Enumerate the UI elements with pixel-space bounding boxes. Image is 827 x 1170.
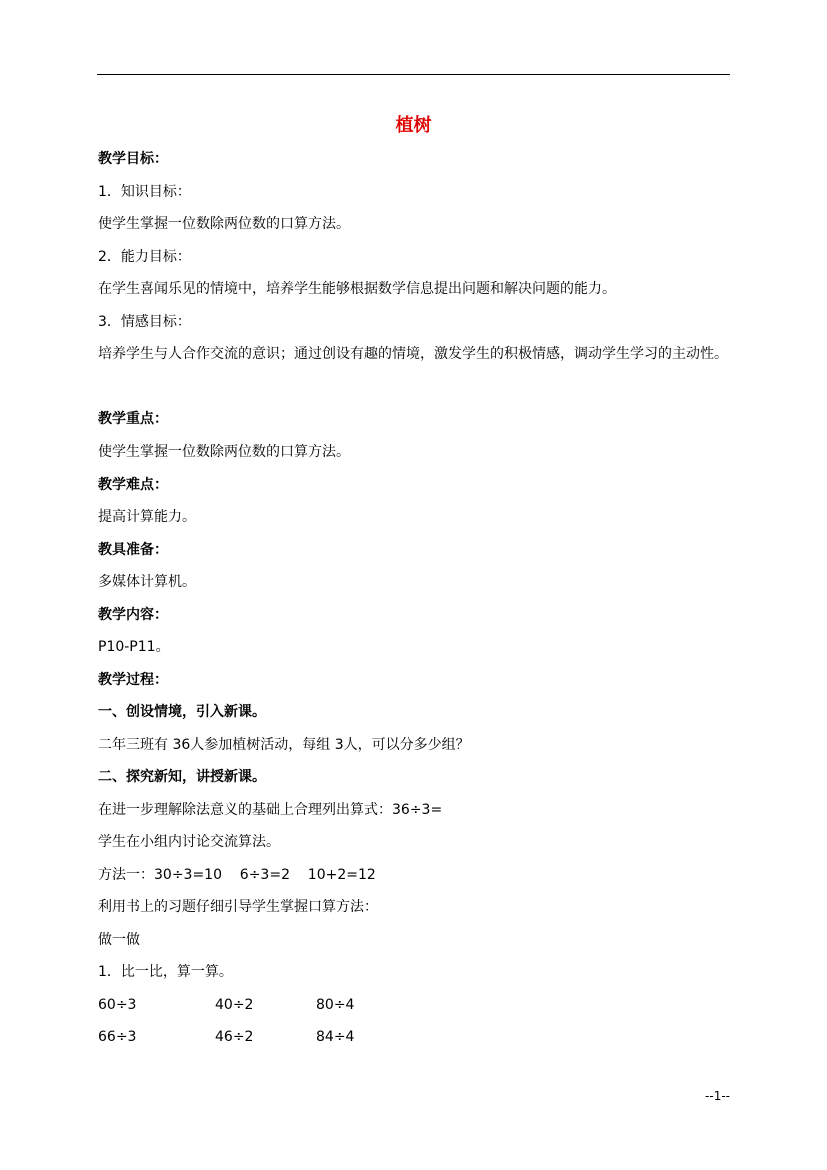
practice-heading: 做一做 <box>98 932 140 948</box>
knowledge-objective-text: 使学生掌握一位数除两位数的口算方法。 <box>98 216 350 232</box>
process-heading: 教学过程： <box>98 672 168 688</box>
exercise-cell: 46÷2 <box>215 1029 254 1045</box>
exercise-cell: 80÷4 <box>316 997 355 1013</box>
exercise-cell: 66÷3 <box>98 1029 137 1045</box>
difficulty-text: 提高计算能力。 <box>98 509 196 525</box>
knowledge-objective-label: 1．知识目标： <box>98 184 191 200</box>
step1-heading: 一、创设情境，引入新课。 <box>98 704 266 720</box>
guide-text: 利用书上的习题仔细引导学生掌握口算方法： <box>98 899 378 915</box>
page-number: --1-- <box>705 1089 730 1103</box>
header-rule <box>97 74 730 75</box>
method-one-text: 方法一：30÷3=10 6÷3=2 10+2=12 <box>98 867 376 883</box>
key-points-text: 使学生掌握一位数除两位数的口算方法。 <box>98 444 350 460</box>
emotion-objective-label: 3．情感目标： <box>98 314 191 330</box>
exercise-label: 1．比一比，算一算。 <box>98 964 233 980</box>
tools-heading: 教具准备： <box>98 542 168 558</box>
tools-text: 多媒体计算机。 <box>98 574 196 590</box>
objectives-heading: 教学目标： <box>98 151 168 167</box>
discuss-text: 学生在小组内讨论交流算法。 <box>98 834 280 850</box>
exercise-cell: 84÷4 <box>316 1029 355 1045</box>
document-title: 植树 <box>395 115 432 136</box>
exercise-cell: 40÷2 <box>215 997 254 1013</box>
emotion-objective-text: 培养学生与人合作交流的意识；通过创设有趣的情境，激发学生的积极情感，调动学生学习的主动性。 <box>98 346 728 362</box>
step2-text: 在进一步理解除法意义的基础上合理列出算式：36÷3= <box>98 802 443 818</box>
content-text: P10-P11。 <box>98 639 170 655</box>
exercise-cell: 60÷3 <box>98 997 137 1013</box>
key-points-heading: 教学重点： <box>98 411 168 427</box>
step2-heading: 二、探究新知，讲授新课。 <box>98 769 266 785</box>
step1-text: 二年三班有 36人参加植树活动，每组 3人，可以分多少组？ <box>98 737 470 753</box>
ability-objective-text: 在学生喜闻乐见的情境中，培养学生能够根据数学信息提出问题和解决问题的能力。 <box>98 281 616 297</box>
content-heading: 教学内容： <box>98 607 168 623</box>
difficulty-heading: 教学难点： <box>98 477 168 493</box>
ability-objective-label: 2．能力目标： <box>98 249 191 265</box>
